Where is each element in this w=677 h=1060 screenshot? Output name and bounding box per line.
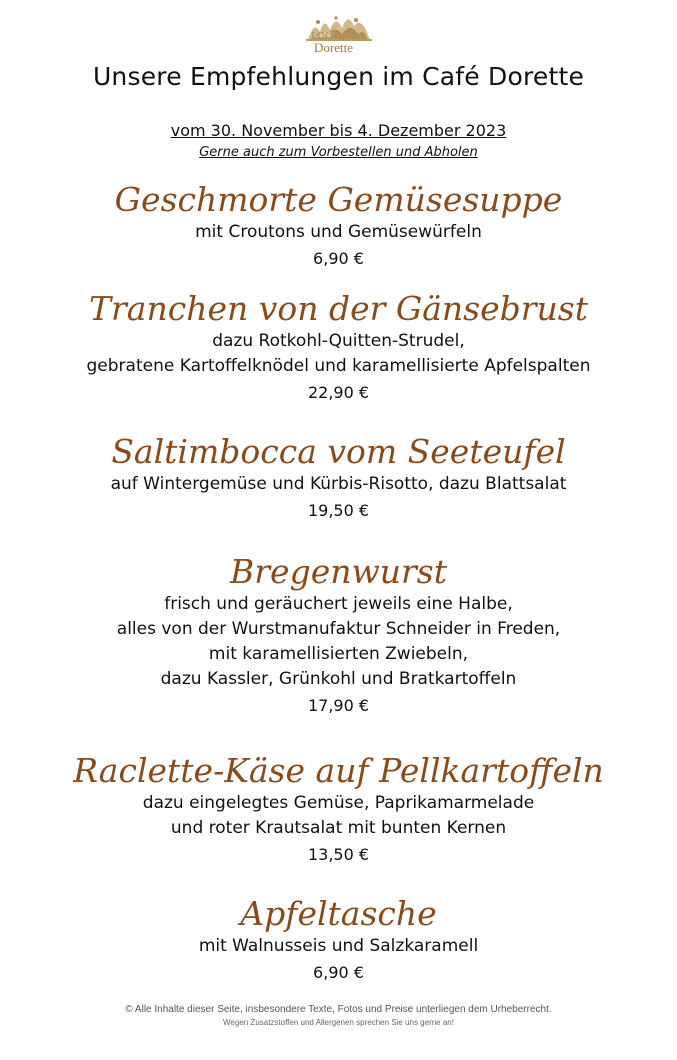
dish-name: Raclette-Käse auf Pellkartoffeln: [73, 751, 604, 790]
dish-description-line: mit Croutons und Gemüsewürfeln: [195, 222, 482, 242]
dish-description-line: alles von der Wurstmanufaktur Schneider in Freden,: [116, 619, 561, 639]
dish-description-line: gebratene Kartoffelknödel und karamellisierte Apfelspalten: [86, 356, 591, 376]
dish-price: 19,50 €: [307, 501, 370, 520]
dish-description-line: dazu Rotkohl-Quitten-Strudel,: [212, 331, 465, 351]
dish-price: 6,90 €: [313, 963, 364, 982]
dish-description-line: mit karamellisierten Zwiebeln,: [208, 644, 469, 664]
dish-bregenwurst: [0, 552, 677, 720]
dish-name: Geschmorte Gemüsesuppe: [114, 180, 563, 219]
dish-geschmorte-gemuesesuppe: [0, 180, 677, 273]
dish-description-line: dazu Kassler, Grünkohl und Bratkartoffeln: [160, 669, 517, 689]
dish-price: 13,50 €: [307, 845, 370, 864]
dish-description-line: frisch und geräuchert jeweils eine Halbe,: [164, 594, 513, 614]
copyright-notice: © Alle Inhalte dieser Seite, insbesondere Texte, Fotos und Preise unterliegen dem Urheberrecht.: [125, 1004, 552, 1015]
dish-description-line: und roter Krautsalat mit bunten Kernen: [170, 818, 507, 838]
dish-raclette-kaese: [0, 751, 677, 869]
dish-price: 22,90 €: [307, 383, 370, 402]
dish-description-line: dazu eingelegtes Gemüse, Paprikamarmelade: [142, 793, 535, 813]
date-range: vom 30. November bis 4. Dezember 2023: [170, 121, 507, 140]
dish-apfeltasche: [0, 894, 677, 987]
dish-tranchen-gaensebrust: [0, 289, 677, 407]
page-title: Unsere Empfehlungen im Café Dorette: [92, 62, 585, 91]
dish-name: Tranchen von der Gänsebrust: [89, 289, 588, 328]
dish-price: 17,90 €: [307, 696, 370, 715]
preorder-note: Gerne auch zum Vorbestellen und Abholen: [199, 145, 478, 160]
logo-cafe-text: Café: [314, 32, 332, 39]
dish-name: Bregenwurst: [230, 552, 447, 591]
dish-name: Saltimbocca vom Seeteufel: [111, 432, 566, 471]
logo-name-text: Dorette: [314, 40, 353, 55]
dish-description-line: mit Walnusseis und Salzkaramell: [198, 936, 479, 956]
dish-description-line: auf Wintergemüse und Kürbis-Risotto, dazu Blattsalat: [110, 474, 567, 494]
allergen-note: Wegen Zusatzstoffen und Allergenen sprechen Sie uns gerne an!: [223, 1018, 454, 1027]
dish-price: 6,90 €: [313, 249, 364, 268]
dish-name: Apfeltasche: [240, 894, 437, 933]
dish-saltimbocca-seeteufel: [0, 432, 677, 525]
cafe-dorette-logo: [306, 10, 372, 56]
